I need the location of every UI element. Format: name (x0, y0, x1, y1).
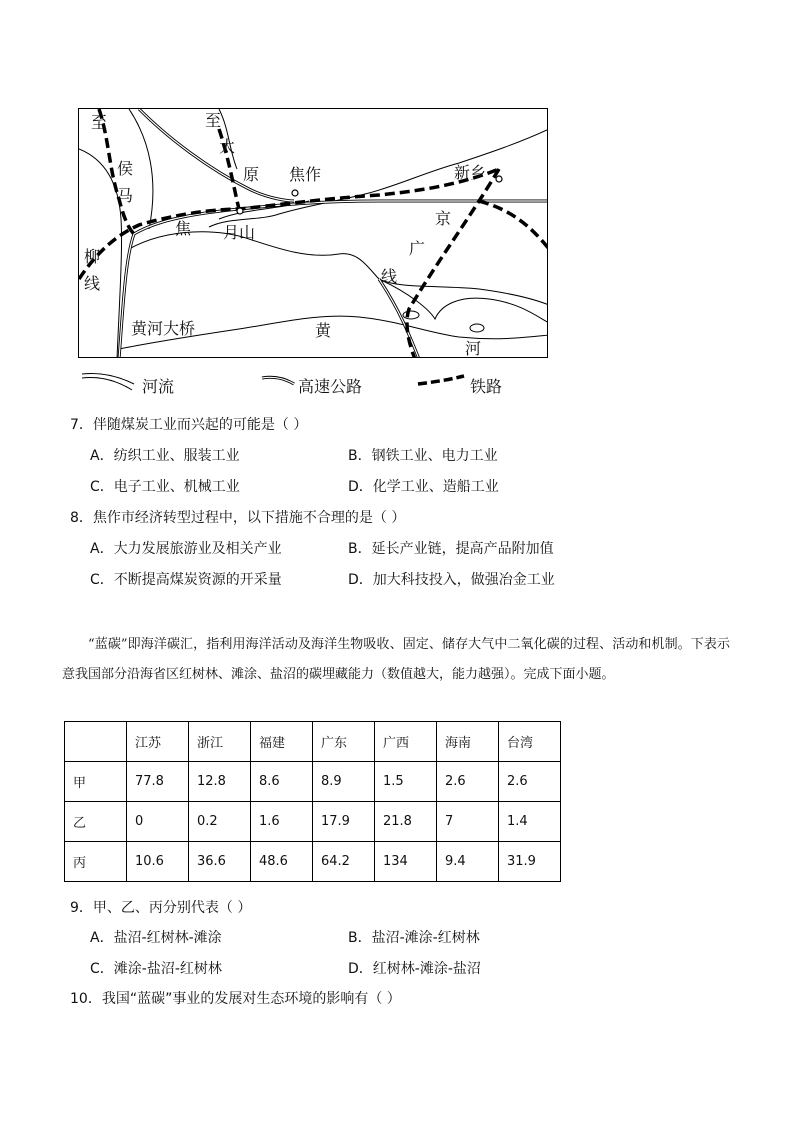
map-legend (80, 372, 550, 396)
map-label-guang: 广 (409, 239, 426, 258)
question-10-stem: 10．我国“蓝碳”事业的发展对生态环境的影响有（ ） (70, 991, 401, 1007)
table-header-cell: 广东 (313, 722, 375, 762)
question-8-stem: 8．焦作市经济转型过程中，以下措施不合理的是（ ） (70, 510, 406, 526)
map-figure (78, 108, 548, 358)
question-8-option-c: C．不断提高煤炭资源的开采量 (90, 572, 282, 588)
map-label-houma: 侯马 (117, 159, 134, 205)
table-row-label: 乙 (65, 802, 127, 842)
table-row (65, 762, 561, 802)
map-label-he: 河 (465, 339, 482, 358)
map-label-zhi-left: 至 (91, 113, 108, 132)
table-cell: 8.9 (313, 762, 375, 802)
table-cell: 2.6 (437, 762, 499, 802)
map-label-jing: 京 (435, 209, 452, 228)
table-cell: 64.2 (313, 842, 375, 882)
question-7-option-d: D．化学工业、造船工业 (348, 479, 499, 495)
railway-jingguang (407, 169, 499, 358)
table-cell: 9.4 (437, 842, 499, 882)
map-label-zhi-top: 至 (205, 111, 222, 130)
city-xinxiang-marker (496, 176, 502, 182)
map-label-tai: 太 (219, 137, 236, 156)
table-header-cell: 江苏 (127, 722, 189, 762)
question-8-option-d: D．加大科技投入，做强冶金工业 (348, 572, 555, 588)
map-label-yueshan: 月山 (223, 223, 256, 242)
table-header-cell: 广西 (375, 722, 437, 762)
map-label-liu-xian: 柳线 (84, 247, 101, 293)
table-cell: 31.9 (499, 842, 561, 882)
legend-label-highway: 高速公路 (298, 377, 363, 396)
table-cell: 134 (375, 842, 437, 882)
legend-label-railway: 铁路 (470, 377, 503, 396)
table-header-cell: 福建 (251, 722, 313, 762)
table-cell: 1.6 (251, 802, 313, 842)
table-row-label: 丙 (65, 842, 127, 882)
question-7-option-a: A．纺织工业、服装工业 (90, 448, 240, 464)
river-island-2 (470, 324, 484, 332)
question-7-stem: 7．伴随煤炭工业而兴起的可能是（ ） (70, 417, 308, 433)
table-header-cell: 浙江 (189, 722, 251, 762)
question-7-option-b: B．钢铁工业、电力工业 (348, 448, 498, 464)
table-cell: 48.6 (251, 842, 313, 882)
table-cell: 77.8 (127, 762, 189, 802)
river-inner (379, 279, 548, 323)
river-island-1 (403, 311, 419, 319)
table-header-cell: 台湾 (499, 722, 561, 762)
table-row (65, 802, 561, 842)
river-bank-north (129, 232, 548, 305)
river-legend-icon (80, 372, 136, 396)
map-label-huang: 黄 (315, 321, 332, 340)
question-8-option-b: B．延长产业链，提高产品附加值 (348, 541, 554, 557)
table-header-cell (65, 722, 127, 762)
carbon-burial-table (64, 721, 561, 882)
map-label-xian: 线 (381, 267, 398, 286)
map-label-huanghe-bridge: 黄河大桥 (131, 319, 196, 338)
table-row-label: 甲 (65, 762, 127, 802)
table-cell: 1.4 (499, 802, 561, 842)
table-cell: 0.2 (189, 802, 251, 842)
city-yueshan-marker (237, 208, 243, 214)
table-header-cell: 海南 (437, 722, 499, 762)
table-cell: 8.6 (251, 762, 313, 802)
table-cell: 17.9 (313, 802, 375, 842)
question-9-stem: 9．甲、乙、丙分别代表（ ） (70, 900, 252, 916)
passage-blue-carbon: “蓝碳”即海洋碳汇，指利用海洋活动及海洋生物吸收、固定、储存大气中二氧化碳的过程、活动和机制。下表示意我国部分沿海省区红树林、滩涂、盐沼的碳埋藏能力（数值越大，能力越强）。完成下面小题。 (62, 637, 730, 682)
table-cell: 21.8 (375, 802, 437, 842)
map-label-jiaozuo: 焦作 (289, 165, 322, 184)
map-label-yuan: 原 (243, 165, 260, 184)
question-7-option-c: C．电子工业、机械工业 (90, 479, 240, 495)
railway-legend-icon (416, 372, 466, 396)
question-9-option-d: D．红树林-滩涂-盐沼 (348, 961, 481, 977)
table-cell: 2.6 (499, 762, 561, 802)
highway-legend-icon (260, 372, 296, 396)
table-cell: 1.5 (375, 762, 437, 802)
legend-label-river: 河流 (142, 377, 175, 396)
table-cell: 36.6 (189, 842, 251, 882)
table-cell: 0 (127, 802, 189, 842)
question-8-option-a: A．大力发展旅游业及相关产业 (90, 541, 282, 557)
question-9-option-a: A．盐沼-红树林-滩涂 (90, 930, 222, 946)
city-jiaozuo-marker (292, 190, 298, 196)
table-cell: 10.6 (127, 842, 189, 882)
table-cell: 12.8 (189, 762, 251, 802)
map-label-jiao: 焦 (175, 219, 192, 238)
table-header-row (65, 722, 561, 762)
table-cell: 7 (437, 802, 499, 842)
question-9-option-c: C．滩涂-盐沼-红树林 (90, 961, 222, 977)
map-label-xinxiang: 新乡 (454, 163, 487, 182)
question-9-option-b: B．盐沼-滩涂-红树林 (348, 930, 480, 946)
table-row (65, 842, 561, 882)
